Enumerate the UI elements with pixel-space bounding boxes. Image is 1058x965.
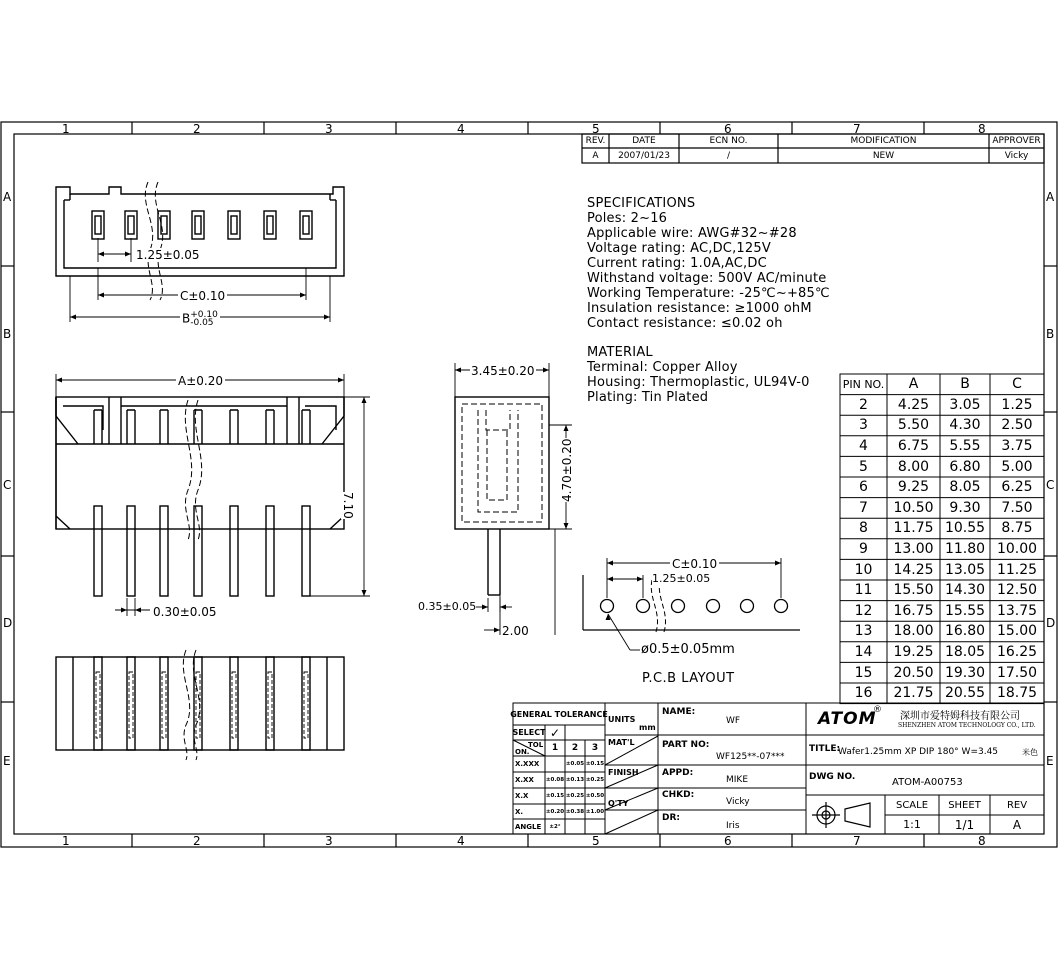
approved-value: MIKE: [726, 775, 749, 785]
pin-table-cell: 13.75: [996, 602, 1038, 619]
name-value: WF: [726, 716, 741, 726]
tolerance-cell: ±1.00: [585, 808, 605, 815]
tolerance-cell: ±0.20: [545, 808, 565, 815]
tolerance-cell: ±0.15: [545, 793, 565, 799]
title-value: Wafer1.25mm XP DIP 180° W=3.45: [838, 747, 999, 757]
pcb-layout-title: P.C.B LAYOUT: [642, 671, 735, 686]
column-label-6: 6: [724, 122, 732, 136]
bottom-view: [56, 657, 344, 750]
dimension-arrow: [56, 378, 62, 383]
tolerance-cell: ±0.25: [565, 793, 585, 799]
pcb-hole-dimension: ø0.5±0.05mm: [641, 642, 735, 657]
pin-width-dimension: 0.30±0.05: [153, 605, 217, 619]
pin-table-cell: 12: [854, 602, 873, 619]
ecn-value: /: [726, 150, 731, 161]
a-dimension-front: A±0.20: [178, 374, 223, 388]
rev-block-value: A: [1012, 817, 1022, 832]
pin-table-cell: 4: [859, 438, 868, 455]
side-height-dimension: 4.70±0.20: [560, 438, 574, 502]
tolerance-cell: X.XXX: [515, 760, 540, 768]
tolerance-cell: ±0.50: [585, 793, 605, 799]
dimension-arrow: [338, 378, 344, 383]
company-name-en: SHENZHEN ATOM TECHNOLOGY CO., LTD.: [898, 722, 1036, 729]
front-pin-upper: [302, 410, 310, 444]
material-label: MAT'L: [608, 738, 635, 747]
tolerance-cell: ±0.08: [545, 777, 565, 783]
side-pin-dimension: 0.35±0.05: [418, 600, 477, 613]
row-label-b: B: [3, 327, 12, 341]
row-label-b-right: B: [1046, 327, 1055, 341]
spec-line: Voltage rating: AC,DC,125V: [587, 241, 771, 256]
pin-table-cell: 21.75: [893, 685, 934, 702]
front-pin-lower: [94, 506, 102, 596]
column-label-4-bottom: 4: [457, 834, 465, 848]
pin-table-cell: 14.30: [944, 582, 986, 599]
modification-value: NEW: [872, 150, 895, 161]
pin-table-cell: 8.05: [949, 479, 981, 496]
row-label-e: E: [3, 754, 11, 768]
pin-table-cell: 6.25: [1001, 479, 1033, 496]
spec-line: Insulation resistance: ≥1000 ohM: [587, 301, 812, 316]
pin-table-cell: 10: [854, 561, 873, 578]
registered-mark: ®: [873, 705, 882, 715]
pin-table-cell: 5.50: [897, 417, 930, 434]
pin-table-cell: 16: [854, 685, 873, 702]
dimension-arrow: [564, 425, 569, 431]
row-label-c-right: C: [1046, 478, 1055, 492]
scale-value: 1:1: [903, 818, 921, 831]
front-pin-upper: [230, 410, 238, 444]
pin-table-cell: 10.50: [893, 499, 934, 516]
dimension-arrow: [482, 605, 488, 610]
pin-table-cell: 13: [854, 623, 873, 640]
c-dimension-top: C±0.10: [180, 289, 226, 303]
dimension-arrow: [121, 608, 127, 613]
pin-table-cell: 15: [854, 664, 873, 681]
drawn-label: DR:: [662, 813, 680, 823]
pin-table-cell: 15.55: [944, 602, 986, 619]
top-pin: [158, 211, 170, 239]
side-width-dimension: 3.45±0.20: [471, 364, 535, 378]
bottom-pin: [302, 657, 310, 750]
pin-table-cell: 8: [859, 520, 868, 537]
bottom-pin: [160, 657, 168, 750]
side-offset-dimension: 2.00: [502, 624, 529, 638]
material-line: Housing: Thermoplastic, UL94V-0: [587, 375, 810, 390]
row-label-e-right: E: [1046, 754, 1054, 768]
height-dimension: 7.10: [341, 492, 355, 519]
pcb-pitch-dimension: 1.25±0.05: [652, 572, 711, 585]
pin-table-header: B: [960, 376, 970, 393]
pin-table-cell: 16.75: [893, 602, 934, 619]
column-label-8: 8: [978, 122, 986, 136]
date-value: 2007/01/23: [618, 150, 670, 161]
spec-line: Current rating: 1.0A,AC,DC: [587, 256, 767, 271]
pin-table-cell: 5.00: [1001, 458, 1033, 475]
tolerance-class-1: 1: [551, 743, 559, 753]
pin-table-cell: 4.25: [897, 396, 930, 413]
material-line: Terminal: Copper Alloy: [587, 360, 738, 375]
top-breaklines: [145, 182, 162, 300]
date-header: DATE: [632, 136, 656, 146]
tolerance-cell: X.: [515, 807, 524, 816]
pin-table-cell: 10.55: [944, 520, 986, 537]
pin-table-cell: 6.75: [897, 438, 930, 455]
tolerance-cell: X.XX: [515, 776, 534, 784]
front-pin-lower: [266, 506, 274, 596]
pcb-hole: [637, 600, 650, 613]
pin-table-cell: 7: [859, 499, 868, 516]
column-label-2-bottom: 2: [193, 834, 201, 848]
dimension-arrow: [543, 368, 549, 373]
dimension-arrow: [70, 315, 76, 320]
pin-table-cell: 12.50: [996, 582, 1038, 599]
bottom-breaklines: [183, 650, 199, 760]
units-value: mm: [639, 723, 656, 732]
bottom-pin: [230, 657, 238, 750]
sheet-label: SHEET: [948, 799, 981, 811]
b-tolerance-plus: +0.10: [190, 310, 218, 320]
dimension-arrow: [98, 293, 104, 298]
column-label-8-bottom: 8: [978, 834, 986, 848]
pin-table-cell: 13.00: [893, 541, 934, 558]
bottom-pin-hidden: [162, 672, 166, 738]
pin-table-cell: 19.25: [893, 644, 934, 661]
tolerance-cell: X.X: [515, 792, 529, 800]
front-pin-upper: [127, 410, 135, 444]
checked-value: Vicky: [726, 797, 750, 807]
bottom-pin: [194, 657, 202, 750]
spec-line: Poles: 2~16: [587, 211, 668, 226]
dimension-arrow: [125, 252, 131, 257]
tolerance-cell: ANGLE: [515, 822, 542, 831]
part-no-value: WF125**-07***: [716, 752, 785, 762]
pin-table-cell: 17.50: [996, 664, 1038, 681]
pin-table-cell: 16.80: [944, 623, 986, 640]
top-pin: [300, 211, 312, 239]
general-tolerance-label: GENERAL TOLERANCE: [510, 709, 608, 719]
bottom-pin-hidden: [268, 672, 272, 738]
column-label-4: 4: [457, 122, 465, 136]
drawn-value: Iris: [726, 821, 740, 831]
front-pin-upper: [160, 410, 168, 444]
pin-table-cell: 9.25: [897, 479, 930, 496]
dimension-arrow: [324, 315, 330, 320]
pitch-dimension-top: 1.25±0.05: [136, 248, 200, 262]
front-pin-lower: [302, 506, 310, 596]
pin-table-cell: 9.30: [949, 499, 981, 516]
column-label-6-bottom: 6: [724, 834, 732, 848]
pin-table-header: C: [1012, 376, 1022, 393]
tolerance-class-3: 3: [591, 743, 599, 753]
company-name-cn: 深圳市爱特姆科技有限公司: [900, 711, 1020, 722]
dimension-arrow: [300, 293, 306, 298]
dimension-arrow: [775, 561, 781, 566]
spec-heading: SPECIFICATIONS: [587, 196, 696, 211]
pin-table-cell: 1.25: [1001, 396, 1033, 413]
ecn-header: ECN NO.: [709, 136, 748, 146]
drawing-number-label: DWG NO.: [809, 772, 856, 782]
pin-table-cell: 5.55: [949, 438, 981, 455]
select-label: SELECT: [512, 728, 546, 737]
row-label-a-right: A: [1046, 190, 1055, 204]
front-pin-upper: [266, 410, 274, 444]
bottom-pin-hidden: [96, 672, 100, 738]
modification-header: MODIFICATION: [850, 136, 917, 146]
front-pin-upper: [94, 410, 102, 444]
pcb-hole: [672, 600, 685, 613]
bottom-pin: [266, 657, 274, 750]
pin-table-cell: 7.50: [1001, 499, 1033, 516]
spec-line: Applicable wire: AWG#32~#28: [587, 226, 797, 241]
pcb-hole: [707, 600, 720, 613]
pin-table-cell: 18.75: [996, 685, 1038, 702]
approver-value: Vicky: [1004, 150, 1029, 161]
column-label-5-bottom: 5: [592, 834, 600, 848]
tolerance-cell: [545, 756, 565, 772]
pcb-hole: [741, 600, 754, 613]
top-view-pins: [92, 211, 312, 239]
pin-table-cell: 6: [859, 479, 868, 496]
pin-table-cell: 15.50: [893, 582, 934, 599]
on-label: ON.: [515, 748, 530, 756]
b-tolerance-minus: -0.05: [190, 318, 214, 328]
front-pin-lower: [230, 506, 238, 596]
tolerance-cell: ±0.13: [565, 777, 585, 783]
front-view: [56, 397, 344, 529]
dimension-arrow: [494, 628, 500, 633]
dimension-arrow: [637, 577, 643, 582]
finish-label: FINISH: [608, 768, 639, 777]
sheet-value: 1/1: [954, 817, 975, 832]
spec-line: Contact resistance: ≤0.02 oh: [587, 316, 783, 331]
top-pin-slot: [303, 216, 309, 234]
front-pin-lower: [160, 506, 168, 596]
top-pin-slot: [267, 216, 273, 234]
pcb-holes: [601, 600, 788, 613]
rev-label: REV: [1006, 799, 1028, 811]
name-label: NAME:: [662, 707, 696, 717]
column-label-3: 3: [325, 122, 333, 136]
column-label-2: 2: [193, 122, 201, 136]
rev-value: A: [592, 150, 599, 161]
pin-table-cell: 8.75: [1001, 520, 1033, 537]
b-dimension-label: B: [182, 311, 191, 326]
pin-table-cell: 14.25: [893, 561, 934, 578]
pin-table-cell: 4.30: [949, 417, 981, 434]
pin-table-cell: 18.00: [893, 623, 934, 640]
top-pin-slot: [195, 216, 201, 234]
pin-table-cell: 2.50: [1001, 417, 1033, 434]
row-label-d-right: D: [1046, 616, 1056, 630]
front-pin-lower: [127, 506, 135, 596]
drawing-number-value: ATOM-A00753: [892, 777, 963, 788]
dimension-arrow: [607, 577, 613, 582]
bottom-pin: [94, 657, 102, 750]
column-label-7: 7: [853, 122, 861, 136]
bottom-pin-hidden: [129, 672, 133, 738]
top-pin-slot: [231, 216, 237, 234]
column-label-1: 1: [62, 122, 70, 136]
front-view-pins: [94, 410, 310, 596]
pin-table-cell: 8.00: [897, 458, 930, 475]
pin-table-cell: 15.00: [996, 623, 1038, 640]
approved-label: APPD:: [662, 768, 694, 778]
row-label-c: C: [3, 478, 12, 492]
pin-table-cell: 11.25: [996, 561, 1038, 578]
top-pin: [228, 211, 240, 239]
dimension-arrow: [500, 605, 506, 610]
top-pin-slot: [161, 216, 167, 234]
row-label-a: A: [3, 190, 12, 204]
row-label-d: D: [3, 616, 13, 630]
select-check-icon: ✓: [549, 725, 561, 740]
column-label-3-bottom: 3: [325, 834, 333, 848]
pin-table-cell: 16.25: [996, 644, 1038, 661]
tolerance-cell: ±0.15: [585, 761, 605, 767]
dimension-arrow: [564, 523, 569, 529]
pin-table-cell: 2: [859, 396, 868, 413]
pin-table-cell: 13.05: [944, 561, 986, 578]
top-pin: [264, 211, 276, 239]
top-pin-slot: [128, 216, 134, 234]
bottom-pin-hidden: [304, 672, 308, 738]
pin-table-cell: 11: [854, 582, 873, 599]
dimension-arrow: [455, 368, 461, 373]
top-pin: [192, 211, 204, 239]
side-view: [455, 397, 549, 595]
pin-table-cell: 5: [859, 458, 868, 475]
pcb-hole: [775, 600, 788, 613]
scale-label: SCALE: [895, 799, 929, 811]
pin-table-cell: 3: [859, 417, 868, 434]
dimension-arrow: [135, 608, 141, 613]
top-pin-slot: [95, 216, 101, 234]
pin-table-cell: 11.75: [893, 520, 934, 537]
top-pin: [125, 211, 137, 239]
units-label: UNITS: [608, 715, 636, 724]
pin-table-header: PIN NO.: [842, 377, 885, 391]
material-heading: MATERIAL: [587, 345, 653, 360]
pin-table-cell: 14: [854, 644, 873, 661]
tolerance-cell: [585, 819, 605, 834]
column-label-5: 5: [592, 122, 600, 136]
spec-line: Withstand voltage: 500V AC/minute: [587, 271, 827, 286]
checked-label: CHKD:: [662, 790, 695, 800]
tolerance-cell: [565, 819, 585, 834]
approver-header: APPROVER: [992, 136, 1041, 146]
tolerance-cell: ±0.05: [565, 761, 585, 767]
tolerance-cell: ±2°: [549, 823, 561, 830]
pin-table-header: A: [908, 376, 919, 393]
column-label-1-bottom: 1: [62, 834, 70, 848]
projection-symbol-icon: [812, 802, 870, 828]
dimension-arrow: [98, 252, 104, 257]
pin-table-cell: 9: [859, 541, 868, 558]
rev-header: REV.: [585, 136, 606, 146]
pin-table-cell: 20.50: [893, 664, 934, 681]
pin-table-cell: 3.75: [1001, 438, 1033, 455]
dimension-arrow: [362, 590, 367, 596]
tol-label: TOL: [528, 741, 544, 749]
pcb-c-dimension: C±0.10: [672, 557, 718, 571]
pin-table-cell: 20.55: [944, 685, 986, 702]
title-label: TITLE:: [809, 744, 841, 754]
qty-label: Q'TY: [608, 799, 629, 808]
spec-line: Working Temperature: -25℃~+85℃: [587, 286, 830, 301]
tolerance-cell: ±0.25: [585, 777, 605, 783]
pcb-breaklines: [651, 580, 665, 632]
top-pin: [92, 211, 104, 239]
pin-table-cell: 18.05: [944, 644, 986, 661]
bottom-pin: [127, 657, 135, 750]
pin-table-cell: 3.05: [949, 396, 981, 413]
pin-table-cell: 11.80: [944, 541, 986, 558]
pin-table-cell: 6.80: [949, 458, 981, 475]
tolerance-cell: ±0.38: [565, 808, 585, 815]
pin-table-cell: 19.30: [944, 664, 986, 681]
pcb-hole: [601, 600, 614, 613]
atom-logo: ATOM: [818, 709, 877, 729]
dimension-arrow: [607, 561, 613, 566]
column-label-7-bottom: 7: [853, 834, 861, 848]
material-line: Plating: Tin Plated: [587, 390, 709, 405]
title-color-cn: 米色: [1022, 748, 1038, 757]
part-no-label: PART NO:: [662, 740, 710, 750]
dimension-arrow: [362, 397, 367, 403]
top-view: [56, 187, 344, 276]
tolerance-class-2: 2: [571, 743, 579, 753]
bottom-pin-hidden: [232, 672, 236, 738]
b-dimension: [180, 311, 220, 327]
pin-table-cell: 10.00: [996, 541, 1038, 558]
